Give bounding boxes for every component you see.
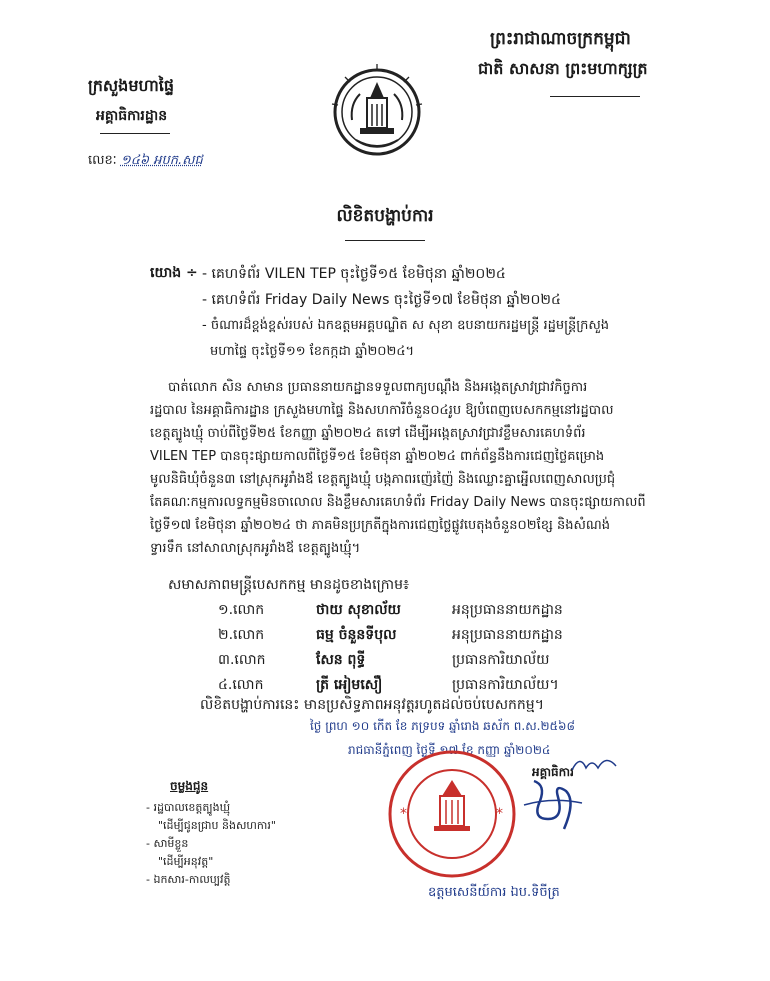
official-role: ប្រធានការិយាល័យ: [452, 652, 550, 668]
ref-number-value: ១៤៦ ឣបក.សជ: [120, 153, 203, 168]
motto-heading: ជាតិ សាសនា ព្រះមហាក្សត្រ: [478, 59, 648, 78]
references-block: [150, 263, 750, 373]
official-row: [168, 600, 728, 622]
lunar-date: ថ្ងៃ ព្រហ ១០ កើត ខែ ភទ្របទ ឆ្នាំរោង ឆស័ក ព.ស.២៥៦៨: [310, 719, 576, 733]
ministry-name: ក្រសួងមហាផ្ទៃ: [88, 76, 175, 95]
svg-text:*: *: [400, 806, 407, 822]
official-seal-icon: [386, 748, 518, 880]
svg-text:*: *: [496, 806, 503, 822]
cc-item: - រដ្ឋបាលខេត្តត្បូងឃ្មុំ: [146, 801, 231, 814]
solar-date: រាជធានីភ្នំពេញ ថ្ងៃទី ១៧ ខែ កញ្ញា ឆ្នាំ២០២៤: [348, 743, 551, 757]
reference-item: - ចំណារដ៏ខ្ពង់ខ្ពស់របស់ ឯកឧត្តមអគ្គបណ្ឌិត ស សុខា ឧបនាយករដ្ឋមន្ត្រី រដ្ឋមន្ត្រីក្រសួង: [202, 318, 610, 333]
body-line: បាត់លោក សិន សាមាន ប្រធាននាយកដ្ឋានទទួលពាក្យបណ្តឹង និងអង្កេតស្រាវជ្រាវកិច្ចការ: [168, 380, 588, 395]
body-line: តែគណៈកម្មការលទ្ធកម្មមិនចាលោល និងខ្លឹមសារគេហទំព័រ Friday Daily News បានចុះផ្សាយកាលពី: [150, 495, 646, 510]
reference-item: - គេហទំព័រ Friday Daily News ចុះថ្ងៃទី១៧ ខែមិថុនា ឆ្នាំ២០២៤: [202, 292, 561, 308]
official-name: ត្រី អៀមសឿ: [316, 677, 383, 693]
official-number: ២.លោក: [218, 627, 265, 643]
official-role: អនុប្រធាននាយកដ្ឋាន: [452, 627, 563, 643]
officials-list: [168, 600, 728, 700]
title-ornament: [345, 240, 425, 241]
body-line: VILEN TEP បានចុះផ្សាយកាលពីថ្ងៃទី១៥ ខែមិថុនា ឆ្នាំ២០២៤ ពាក់ព័ន្ធនឹងការជេញថ្លៃគម្រោង: [150, 449, 605, 464]
body-line: ថ្ងៃទី១៧ ខែមិថុនា ឆ្នាំ២០២៤ ថា ភាគមិនប្រក្រតីក្នុងការជេញថ្លៃផ្លូវបេតុងចំនួន០២ខ្សែ និងសំណង់: [150, 518, 610, 533]
signer-title: អគ្គាធិការ: [532, 765, 574, 779]
motto-ornament: [550, 96, 640, 97]
official-number: ៤.លោក: [218, 677, 264, 693]
royal-emblem-icon: [330, 60, 424, 160]
ref-label: លេខៈ: [88, 153, 117, 168]
delegation-intro: សមាសភាពមន្ត្រីបេសកកម្ម មានដូចខាងក្រោម៖: [168, 577, 410, 593]
cc-item: - ឯកសារ-កាលប្បវត្តិ: [146, 873, 231, 886]
reference-number: [88, 152, 203, 171]
references-label: យោង ÷: [150, 265, 198, 281]
signatory-name: ឧត្តមសេនីយ៍ការ ឯប.ទិចីត្រ: [428, 885, 560, 900]
reference-item: - គេហទំព័រ VILEN TEP ចុះថ្ងៃទី១៥ ខែមិថុនា ឆ្នាំ២០២៤: [202, 266, 506, 282]
official-role: ប្រធានការិយាល័យ។: [452, 677, 559, 693]
cc-item: "ដើម្បីជូនជ្រាប និងសហការ": [158, 819, 276, 832]
cc-item: - សាមីខ្លួន: [146, 837, 189, 850]
cc-block: [146, 778, 386, 898]
body-paragraph: [150, 377, 750, 567]
validity-statement: លិខិតបង្ហាប់ការនេះ មានប្រសិទ្ធភាពអនុវត្តរហូតដល់ចប់បេសកកម្ម។: [200, 697, 544, 713]
body-line: មូលនិធិឃុំចំនួន៣ នៅស្រុកអូរាំងឪ ខេត្តត្បូងឃ្មុំ បង្កភាពរញ៉េរញ៉ៃ និងឈ្លោះគ្នាអ្នើលពេញសាលប្រជុំ: [150, 472, 616, 487]
document-title: លិខិតបង្ហាប់ការ: [336, 206, 434, 226]
cc-title: ចម្លងជូន: [170, 779, 209, 793]
official-name: សែន ពុទ្ធី: [316, 652, 366, 668]
official-row: [168, 675, 728, 697]
official-row: [168, 650, 728, 672]
kingdom-heading: ព្រះរាជាណាចក្រកម្ពុជា: [490, 29, 631, 49]
department-ornament: [100, 133, 170, 134]
body-line: រដ្ឋបាល នៃអគ្គាធិការដ្ឋាន ក្រសួងមហាផ្ទៃ និងសហការីចំនួន០៤រូប ឱ្យបំពេញបេសកកម្មនៅរដ្ឋបាល: [150, 403, 614, 418]
official-row: [168, 625, 728, 647]
reference-item: មហាផ្ទៃ ចុះថ្ងៃទី១១ ខែកក្កដា ឆ្នាំ២០២៤។: [210, 344, 415, 359]
signature-icon: [520, 775, 590, 835]
body-line: ទ្វារទឹក នៅសាលាស្រុកអូរាំងឪ ខេត្តត្បូងឃ្មុំ។: [150, 541, 361, 556]
official-number: ១.លោក: [218, 602, 265, 618]
official-number: ៣.លោក: [218, 652, 266, 668]
initials-icon: [570, 752, 620, 776]
official-role: អនុប្រធាននាយកដ្ឋាន: [452, 602, 563, 618]
cc-item: "ដើម្បីអនុវត្ត": [158, 855, 214, 868]
body-line: ខេត្តត្បូងឃ្មុំ ចាប់ពីថ្ងៃទី២៥ ខែកញ្ញា ឆ្នាំ២០២៤ តទៅ ដើម្បីអង្កេតស្រាវជ្រាវខ្លឹមសារគេហទំព័រ: [150, 426, 586, 441]
official-name: ធម្ម ចំនួនទីបុល: [316, 627, 397, 643]
official-name: ថាយ សុខាល័យ: [316, 602, 401, 618]
department-name: អគ្គាធិការដ្ឋាន: [96, 108, 168, 124]
